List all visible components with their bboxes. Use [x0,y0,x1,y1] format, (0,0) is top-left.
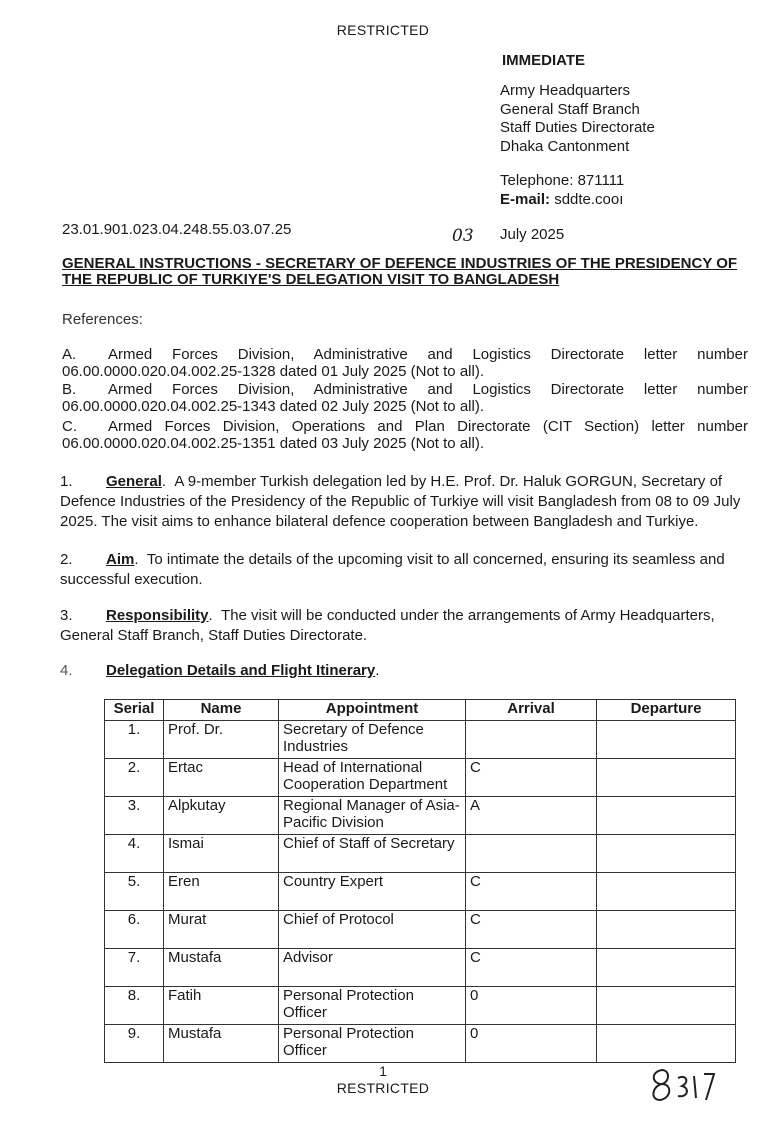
column-header: Arrival [466,700,597,721]
paragraph-general: 1. General. A 9-member Turkish delegation led by H.E. Prof. Dr. Haluk GORGUN, Secretary of Defence Industries of the Presidency of the Republic of Turkiye will visit Bangladesh from 08 to 09 July 2025. The visit aims to enhance bilateral defence cooperation between Bangladesh and Turkiye. [60,473,741,530]
reference-item [62,419,748,452]
cell-serial: 3. [105,797,164,835]
handwritten-initials [648,1062,728,1110]
cell-appointment: Head of International Cooperation Department [279,759,466,797]
references-heading: References: [62,311,143,328]
column-header: Serial [105,700,164,721]
cell-departure [597,987,736,1025]
classification-bottom: RESTRICTED [336,1080,430,1096]
email-label: E-mail: [500,190,551,208]
classification-top: RESTRICTED [336,22,430,38]
reference-text: Armed Forces Division, Administrative and Logistics Directorate letter number [108,381,748,398]
table-row [105,759,736,797]
cell-appointment: Chief of Protocol [279,911,466,949]
telephone: Telephone: 871111 [500,172,625,189]
cell-serial: 8. [105,987,164,1025]
table-row [105,721,736,759]
cell-serial: 6. [105,911,164,949]
email [500,191,624,210]
cell-appointment: Personal Protection Officer [279,987,466,1025]
paragraph-number: 2. [60,551,73,568]
cell-appointment: Country Expert [279,873,466,911]
cell-arrival [466,835,597,873]
reference-text: Armed Forces Division, Administrative and Logistics Directorate letter number [108,346,748,363]
cell-name: Mustafa [164,949,279,987]
table-header-row [105,700,736,721]
address-line: Dhaka Cantonment [500,137,630,155]
cell-departure [597,797,736,835]
cell-departure [597,759,736,797]
table-row [105,1025,736,1063]
paragraph-aim: 2. Aim. To intimate the details of the upcoming visit to all concerned, ensuring its seamless and successful execution. [60,551,725,588]
cell-serial: 9. [105,1025,164,1063]
cell-departure [597,1025,736,1063]
reference-text-cont: 06.00.0000.020.04.002.25-1351 dated 03 July 2025 (Not to all). [62,434,484,452]
page-number: 1 [379,1063,387,1079]
handwritten-day: 03 [452,226,474,246]
cell-name: Alpkutay [164,797,279,835]
cell-name: Ertac [164,759,279,797]
cell-arrival: 0 [466,1025,597,1063]
cell-appointment: Regional Manager of Asia-Pacific Division [279,797,466,835]
paragraph-heading: Delegation Details and Flight Itinerary [106,662,376,679]
cell-name: Murat [164,911,279,949]
cell-name: Prof. Dr. [164,721,279,759]
table-row [105,987,736,1025]
cell-serial: 1. [105,721,164,759]
cell-appointment: Secretary of Defence Industries [279,721,466,759]
cell-arrival: A [466,797,597,835]
reference-text: Armed Forces Division, Operations and Plan Directorate (CIT Section) letter number [108,418,748,435]
delegation-table [104,699,736,1063]
reference-item [62,382,748,415]
reference-number: 23.01.901.023.04.248.55.03.07.25 [62,221,292,238]
cell-departure [597,911,736,949]
reference-letter: C. [62,418,77,435]
paragraph-delegation: 4. Delegation Details and Flight Itinerary. [60,662,380,679]
column-header: Appointment [279,700,466,721]
cell-arrival: C [466,759,597,797]
paragraph-number: 3. [60,607,73,624]
email-value: sddte.cooı [554,190,624,208]
cell-arrival: C [466,911,597,949]
paragraph-responsibility: 3. Responsibility. The visit will be conducted under the arrangements of Army Headquarters, General Staff Branch, Staff Duties Directorate. [60,607,715,644]
cell-appointment: Chief of Staff of Secretary [279,835,466,873]
paragraph-heading: General [106,473,162,490]
address-line: Army Headquarters [500,82,631,99]
cell-name: Eren [164,873,279,911]
paragraph-heading: Responsibility [106,607,209,624]
cell-serial: 7. [105,949,164,987]
reference-text-cont: 06.00.0000.020.04.002.25-1328 dated 01 July 2025 (Not to all). [62,362,484,380]
paragraph-number: 4. [60,662,73,679]
cell-name: Fatih [164,987,279,1025]
address-line: General Staff Branch [500,100,640,118]
address-line: Staff Duties Directorate [500,119,655,136]
cell-appointment: Advisor [279,949,466,987]
paragraph-text: The visit will be conducted under the arrangements of Army Headquarters, General Staff Branch, Staff Duties Directorate. [60,607,715,644]
reference-letter: B. [62,381,77,398]
document-title: GENERAL INSTRUCTIONS - SECRETARY OF DEFENCE INDUSTRIES OF THE PRESIDENCY OF THE REPUBLIC OF TURKIYE'S DELEGATION VISIT TO BANGLADESH [62,255,738,288]
sender-address [500,82,655,156]
cell-departure [597,873,736,911]
reference-text-cont: 06.00.0000.020.04.002.25-1343 dated 02 July 2025 (Not to all). [62,397,484,415]
cell-name: Ismai [164,835,279,873]
cell-appointment: Personal Protection Officer [279,1025,466,1063]
cell-departure [597,721,736,759]
cell-departure [597,835,736,873]
date-month-year: July 2025 [500,226,565,243]
table-row [105,911,736,949]
cell-departure [597,949,736,987]
table-row [105,797,736,835]
cell-serial: 2. [105,759,164,797]
column-header: Name [164,700,279,721]
contact-block [500,172,624,209]
reference-letter: A. [62,346,77,363]
table-row [105,835,736,873]
paragraph-number: 1. [60,473,73,490]
paragraph-text: To intimate the details of the upcoming visit to all concerned, ensuring its seamless and successful execution. [60,551,725,588]
paragraph-heading: Aim [106,551,135,568]
table-row [105,873,736,911]
table-row [105,949,736,987]
cell-arrival: 0 [466,987,597,1025]
cell-name: Mustafa [164,1025,279,1063]
cell-serial: 4. [105,835,164,873]
paragraph-text: A 9-member Turkish delegation led by H.E. Prof. Dr. Haluk GORGUN, Secretary of Defence Industries of the Presidency of the Republic of Turkiye will visit Bangladesh from 08 to 09 July 2025. The visit aims to enhance bilateral defence cooperation between Bangladesh and Turkiye. [60,473,741,530]
cell-arrival: C [466,873,597,911]
column-header: Departure [597,700,736,721]
cell-arrival: C [466,949,597,987]
precedence-label: IMMEDIATE [502,52,586,69]
reference-item [62,347,748,380]
cell-serial: 5. [105,873,164,911]
cell-arrival [466,721,597,759]
